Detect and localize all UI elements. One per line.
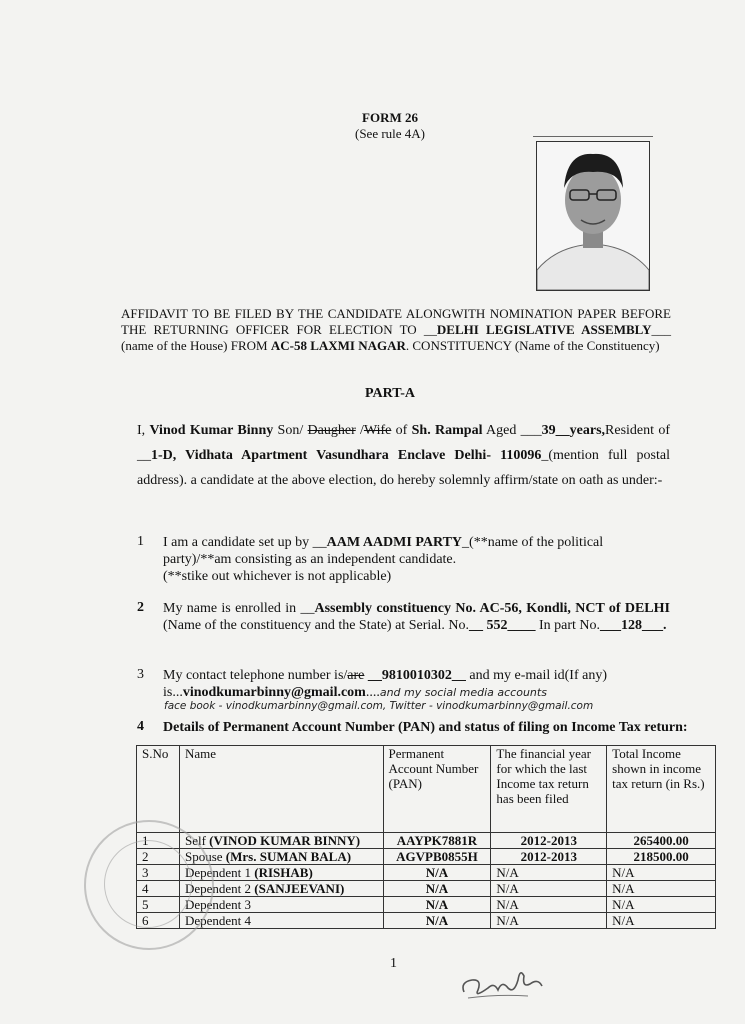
- candidate-declaration: [137, 418, 670, 493]
- table-row: [137, 865, 716, 881]
- row-person: (Mrs. SUMAN BALA): [225, 849, 352, 864]
- item-1-party: [163, 534, 670, 585]
- item-1-text-b: _(**name of the political party)/**am consisting as an independent candidate.: [163, 535, 604, 567]
- candidate-photo: [536, 141, 650, 291]
- row-person: (VINOD KUMAR BINNY): [209, 833, 361, 848]
- item-number-1: 1: [137, 534, 144, 549]
- row-name: [179, 833, 383, 849]
- row-income: 218500.00: [607, 849, 716, 865]
- row-income: N/A: [607, 881, 716, 897]
- row-sno: 5: [137, 897, 180, 913]
- table-row: [137, 897, 716, 913]
- row-sno: 6: [137, 913, 180, 929]
- header-financial-year: The financial year for which the last Income tax return has been filed: [491, 746, 607, 833]
- serial-number: __ 552____: [468, 618, 536, 633]
- row-person: (RISHAB): [254, 865, 313, 880]
- part-number: ___128___.: [600, 618, 667, 633]
- page-number: 1: [390, 956, 397, 971]
- item-number-2: 2: [137, 600, 144, 615]
- header-total-income: Total Income shown in income tax return (in Rs.): [607, 746, 716, 833]
- row-income: N/A: [607, 897, 716, 913]
- row-pan: N/A: [383, 897, 491, 913]
- item-1-note: (**stike out whichever is not applicable): [163, 569, 392, 584]
- handwritten-social-note: and my social media accounts: [379, 686, 547, 699]
- notary-seal-inner-ring: [104, 840, 192, 928]
- struck-are: are: [347, 668, 365, 683]
- photo-top-line: [533, 136, 653, 137]
- handwritten-social-accounts: face book - vinodkumarbinny@gmail.com, Twitter - vinodkumarbinny@gmail.com: [164, 700, 594, 712]
- row-fy: 2012-2013: [491, 849, 607, 865]
- row-fy: N/A: [491, 865, 607, 881]
- item-2-text-b: (Name of the constituency and the State) at Serial. No.: [163, 618, 469, 633]
- enrolled-constituency: Assembly constituency No. AC-56, Kondli, NCT of DELHI: [314, 601, 670, 616]
- table-row: [137, 833, 716, 849]
- form-title: FORM 26: [362, 110, 418, 125]
- affidavit-text-3: . CONSTITUENCY (Name of the Constituency): [405, 338, 660, 353]
- row-fy: N/A: [491, 897, 607, 913]
- row-relation: Dependent 3: [184, 897, 252, 912]
- table-row: [137, 913, 716, 929]
- item-number-4: 4: [137, 719, 144, 734]
- item-number-3: 3: [137, 667, 144, 682]
- item-4-pan-heading: Details of Permanent Account Number (PAN) and status of filing on Income Tax return:: [163, 720, 688, 735]
- row-sno: 4: [137, 881, 180, 897]
- signature-icon: [458, 958, 544, 1004]
- struck-daughter: Daugher: [307, 423, 356, 438]
- declaration-rest: _(mention full postal address). a candidate at the above election, do hereby solemnly affirm/state on oath as under:-: [137, 448, 670, 488]
- row-pan: AGVPB0855H: [383, 849, 491, 865]
- row-sno: 3: [137, 865, 180, 881]
- party-name: AAM AADMI PARTY: [326, 535, 463, 550]
- row-pan: N/A: [383, 913, 491, 929]
- row-pan: N/A: [383, 881, 491, 897]
- constituency-name: AC-58 LAXMI NAGAR: [270, 338, 406, 353]
- affidavit-text-1: AFFIDAVIT TO BE FILED BY THE CANDIDATE ALONGWITH NOMINATION PAPER BEFORE THE RETURNING OFFICER FOR ELECTION TO __: [121, 306, 671, 337]
- relation-text: Son/: [273, 423, 308, 438]
- email-address: vinodkumarbinny@gmail.com: [182, 685, 366, 700]
- item-3-contact: [163, 667, 670, 701]
- row-relation: Self: [184, 833, 210, 848]
- item-2-text-a: My name is enrolled in __: [163, 601, 315, 616]
- table-header-row: [137, 746, 716, 833]
- resident-text: Resident of __: [137, 423, 670, 463]
- years-text: __years,: [555, 423, 606, 438]
- candidate-address: 1-D, Vidhata Apartment Vasundhara Enclave Delhi- 110096: [151, 448, 542, 463]
- table-row: [137, 881, 716, 897]
- item-2-text-c: In part No.: [535, 618, 601, 633]
- header-sno: S.No: [137, 746, 180, 833]
- struck-wife: Wife: [363, 423, 392, 438]
- part-a-heading: PART-A: [364, 386, 416, 401]
- form-rule-reference: (See rule 4A): [354, 126, 426, 141]
- row-income: 265400.00: [607, 833, 716, 849]
- row-fy: 2012-2013: [491, 833, 607, 849]
- row-sno: 2: [137, 849, 180, 865]
- house-name: DELHI LEGISLATIVE ASSEMBLY: [436, 322, 652, 337]
- row-pan: N/A: [383, 865, 491, 881]
- slash: /: [355, 423, 364, 438]
- father-name: Sh. Rampal: [411, 423, 483, 438]
- item-3-dots: ....: [365, 685, 380, 700]
- row-relation: Spouse: [184, 849, 226, 864]
- candidate-name: Vinod Kumar Binny: [149, 423, 274, 438]
- row-pan: AAYPK7881R: [383, 833, 491, 849]
- intro-prefix: I,: [137, 423, 150, 438]
- row-fy: N/A: [491, 881, 607, 897]
- candidate-portrait-icon: [537, 142, 649, 290]
- row-relation: Dependent 1: [184, 865, 255, 880]
- of-text: of: [391, 423, 412, 438]
- item-2-enrolment: [163, 600, 670, 634]
- row-sno: 1: [137, 833, 180, 849]
- row-relation: Dependent 4: [184, 913, 252, 928]
- row-income: N/A: [607, 865, 716, 881]
- item-3-text-a: My contact telephone number is/: [163, 668, 348, 683]
- row-income: N/A: [607, 913, 716, 929]
- aged-text: Aged ___: [482, 423, 542, 438]
- row-person: (SANJEEVANI): [254, 881, 345, 896]
- table-row: [137, 849, 716, 865]
- pan-details-table: [136, 745, 716, 929]
- row-name: [179, 913, 383, 929]
- row-relation: Dependent 2: [184, 881, 255, 896]
- phone-number: __9810010302__: [364, 668, 466, 683]
- item-1-text-a: I am a candidate set up by __: [163, 535, 327, 550]
- header-pan: Permanent Account Number (PAN): [383, 746, 491, 833]
- item-3-text-b: and my e-mail id(If any) is...: [163, 668, 608, 700]
- row-fy: N/A: [491, 913, 607, 929]
- header-name: Name: [179, 746, 383, 833]
- affidavit-text-2: ___ (name of the House) FROM: [121, 322, 671, 353]
- candidate-age: 39: [541, 423, 556, 438]
- affidavit-heading: [121, 306, 671, 354]
